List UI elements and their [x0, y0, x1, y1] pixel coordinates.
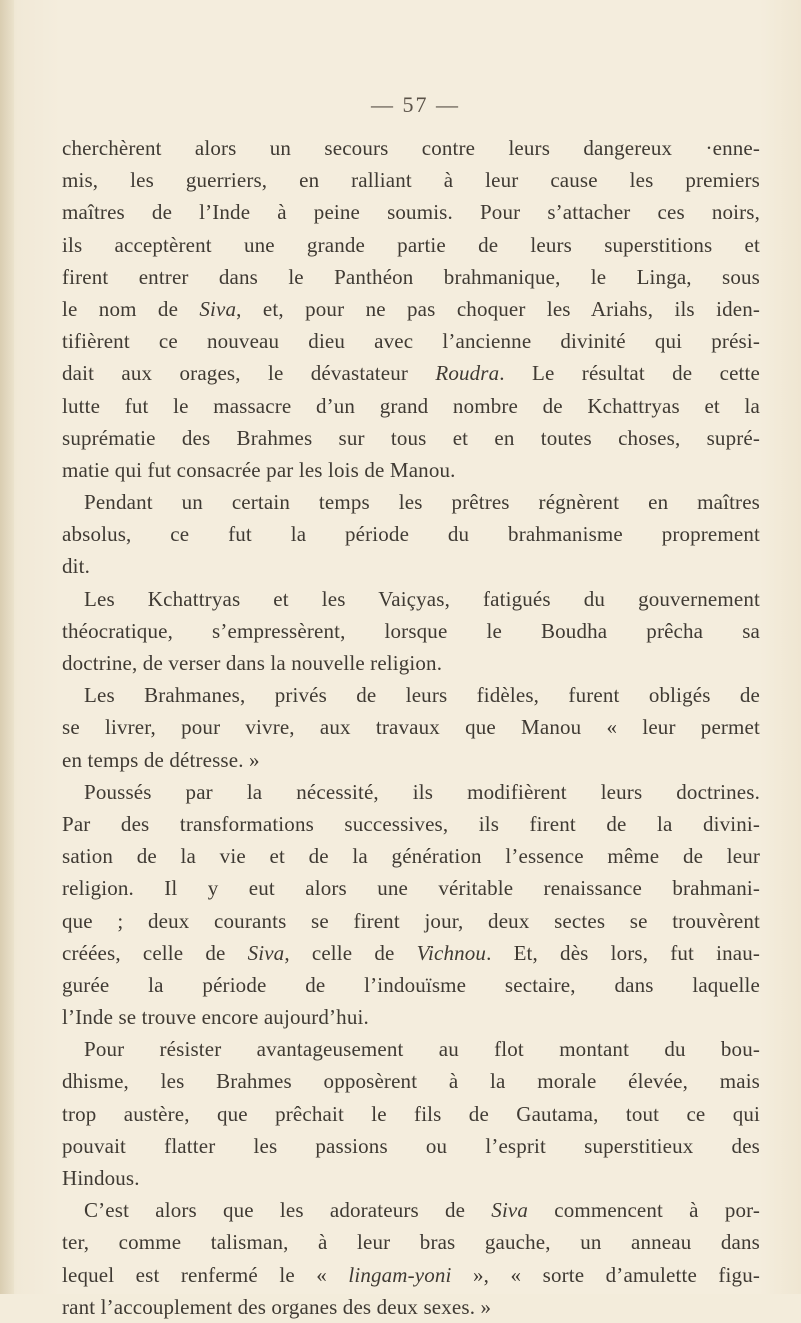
- text-line: suprématie des Brahmes sur tous et en toutes choses, supré-: [62, 425, 760, 450]
- body-text: [62, 132, 760, 1323]
- text-line: Pendant un certain temps les prêtres régnèrent en maîtres: [84, 490, 760, 515]
- text-line: pouvait flatter les passions ou l’esprit superstitieux des: [62, 1133, 760, 1158]
- text-line: dit.: [62, 554, 91, 579]
- text-line: se livrer, pour vivre, aux travaux que Manou « leur permet: [62, 715, 760, 740]
- text-line: C’est alors que les adorateurs de Siva commencent à por-: [84, 1198, 760, 1223]
- text-line: absolus, ce fut la période du brahmanisme proprement: [62, 522, 760, 547]
- text-line: gurée la période de l’indouïsme sectaire, dans laquelle: [62, 972, 760, 997]
- text-line: dhisme, les Brahmes opposèrent à la morale élevée, mais: [62, 1069, 760, 1094]
- text-line: mis, les guerriers, en ralliant à leur cause les premiers: [62, 168, 760, 193]
- text-line: ils acceptèrent une grande partie de leurs superstitions et: [62, 232, 760, 257]
- page-number: — 57 —: [371, 92, 460, 117]
- text-line: maîtres de l’Inde à peine soumis. Pour s’attacher ces noirs,: [62, 200, 760, 225]
- text-line: dait aux orages, le dévastateur Roudra. Le résultat de cette: [62, 361, 760, 386]
- text-line: en temps de détresse. »: [62, 747, 260, 772]
- text-line: Hindous.: [62, 1166, 140, 1190]
- text-line: théocratique, s’empressèrent, lorsque le Boudha prêcha sa: [62, 618, 760, 643]
- text-line: Par des transformations successives, ils firent de la divini-: [62, 811, 760, 836]
- text-line: l’Inde se trouve encore aujourd’hui.: [62, 1005, 369, 1030]
- text-line: que ; deux courants se firent jour, deux sectes se trouvèrent: [62, 908, 760, 933]
- text-line: firent entrer dans le Panthéon brahmanique, le Linga, sous: [62, 264, 760, 289]
- text-line: religion. Il y eut alors une véritable renaissance brahmani-: [62, 876, 760, 901]
- text-line: ter, comme talisman, à leur bras gauche, un anneau dans: [62, 1230, 760, 1255]
- text-line: tifièrent ce nouveau dieu avec l’ancienne divinité qui prési-: [62, 329, 760, 354]
- page-gutter: [0, 0, 14, 1294]
- text-line: lutte fut le massacre d’un grand nombre de Kchattryas et la: [62, 393, 760, 418]
- text-line: le nom de Siva, et, pour ne pas choquer les Ariahs, ils iden-: [62, 296, 760, 321]
- text-line: matie qui fut consacrée par les lois de Manou.: [62, 457, 456, 482]
- text-line: doctrine, de verser dans la nouvelle religion.: [62, 651, 443, 675]
- text-line: cherchèrent alors un secours contre leurs dangereux ·enne-: [62, 136, 760, 160]
- text-line: Les Kchattryas et les Vaiçyas, fatigués du gouvernement: [84, 586, 760, 611]
- text-line: créées, celle de Siva, celle de Vichnou. Et, dès lors, fut inau-: [62, 940, 760, 965]
- text-line: Pour résister avantageusement au flot montant du bou-: [84, 1037, 760, 1062]
- text-line: rant l’accouplement des organes des deux sexes. »: [62, 1294, 492, 1319]
- text-line: trop austère, que prêchait le fils de Gautama, tout ce qui: [62, 1101, 760, 1126]
- text-line: lequel est renfermé le « lingam-yoni », « sorte d’amulette figu-: [62, 1262, 760, 1287]
- text-line: Poussés par la nécessité, ils modifièrent leurs doctrines.: [84, 779, 760, 804]
- text-line: sation de la vie et de la génération l’essence même de leur: [62, 844, 760, 869]
- text-line: Les Brahmanes, privés de leurs fidèles, furent obligés de: [84, 683, 760, 708]
